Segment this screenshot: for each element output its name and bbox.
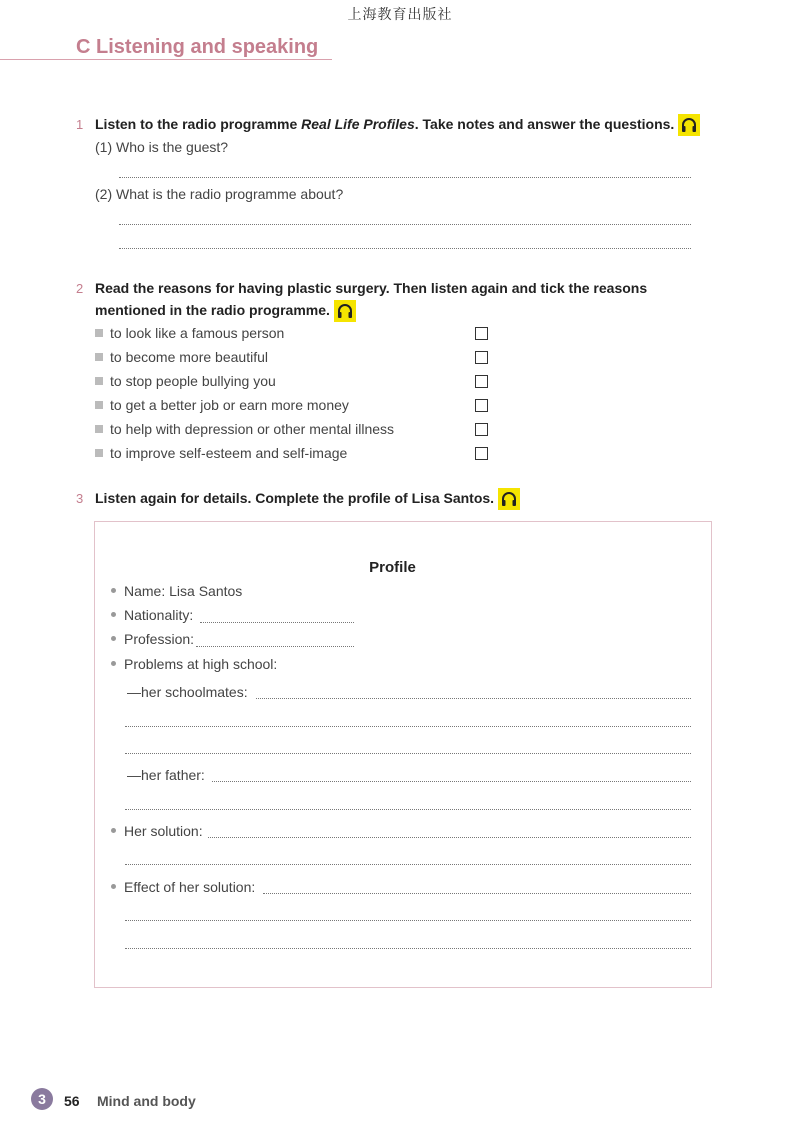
- square-bullet-icon: [95, 329, 103, 337]
- reason-text: to help with depression or other mental illness: [110, 421, 395, 437]
- tick-checkbox[interactable]: [475, 375, 488, 388]
- father-answer-line[interactable]: [212, 781, 691, 782]
- tick-checkbox[interactable]: [475, 351, 488, 364]
- profile-solution: [111, 821, 203, 841]
- bullet-icon: [111, 884, 116, 889]
- question-1-sub-1: (1) Who is the guest?: [95, 139, 229, 155]
- square-bullet-icon: [95, 401, 103, 409]
- bullet-icon: [111, 636, 116, 641]
- reason-text: to get a better job or earn more money: [110, 397, 349, 413]
- headphones-icon[interactable]: [678, 114, 700, 136]
- tick-checkbox[interactable]: [475, 399, 488, 412]
- tick-checkbox[interactable]: [475, 447, 488, 460]
- profile-profession: [111, 629, 194, 649]
- question-1-instruction: [95, 113, 700, 136]
- reason-item: [95, 371, 276, 391]
- q1-text-a: Listen to the radio programme: [95, 116, 302, 132]
- question-1-sub-2: (2) What is the radio programme about?: [95, 186, 344, 202]
- unit-number-badge: 3: [31, 1088, 53, 1110]
- profile-name-text: Name: Lisa Santos: [124, 583, 243, 599]
- profile-schoolmates-label: —her schoolmates:: [127, 684, 248, 700]
- schoolmates-answer-line[interactable]: [256, 698, 691, 699]
- section-letter: C: [76, 36, 91, 58]
- answer-line[interactable]: [125, 753, 691, 754]
- answer-line[interactable]: [125, 864, 691, 865]
- question-2-instruction-line-2: [95, 299, 356, 322]
- answer-line[interactable]: [119, 224, 691, 225]
- profile-father-label: —her father:: [127, 767, 205, 783]
- q3-text: Listen again for details. Complete the profile of Lisa Santos.: [95, 490, 495, 506]
- profile-effect: [111, 877, 255, 897]
- reason-item: [95, 347, 268, 367]
- bullet-icon: [111, 828, 116, 833]
- profile-problems-label: Problems at high school:: [124, 656, 278, 672]
- publisher-name: 上海教育出版社: [347, 7, 453, 23]
- answer-line[interactable]: [119, 248, 691, 249]
- profile-profession-label: Profession:: [124, 631, 195, 647]
- section-title-text: Listening and speaking: [96, 36, 319, 58]
- profile-nationality-label: Nationality:: [124, 607, 194, 623]
- profile-name: [111, 581, 242, 601]
- answer-line[interactable]: [125, 948, 691, 949]
- profile-nationality: [111, 605, 193, 625]
- reason-text: to become more beautiful: [110, 349, 268, 365]
- tick-checkbox[interactable]: [475, 327, 488, 340]
- headphones-icon[interactable]: [498, 488, 520, 510]
- reason-item: [95, 443, 347, 463]
- solution-answer-line[interactable]: [208, 837, 691, 838]
- profession-answer-line[interactable]: [196, 646, 354, 647]
- answer-line[interactable]: [119, 177, 691, 178]
- section-title: [76, 36, 318, 59]
- profile-problems: [111, 654, 277, 674]
- page-number: 56: [64, 1093, 80, 1109]
- profile-solution-label: Her solution:: [124, 823, 203, 839]
- unit-title: Mind and body: [97, 1093, 196, 1109]
- effect-answer-line[interactable]: [263, 893, 691, 894]
- reason-item: [95, 395, 349, 415]
- reason-text: to look like a famous person: [110, 325, 285, 341]
- answer-line[interactable]: [125, 809, 691, 810]
- profile-effect-label: Effect of her solution:: [124, 879, 256, 895]
- answer-line[interactable]: [125, 726, 691, 727]
- q1-text-b: . Take notes and answer the questions.: [414, 116, 675, 132]
- tick-checkbox[interactable]: [475, 423, 488, 436]
- q1-programme-title: Real Life Profiles: [301, 116, 415, 132]
- square-bullet-icon: [95, 353, 103, 361]
- section-underline: [0, 59, 332, 60]
- question-2-instruction-line-1: Read the reasons for having plastic surgery. Then listen again and tick the reasons: [95, 280, 648, 296]
- bullet-icon: [111, 661, 116, 666]
- question-2-number: 2: [76, 281, 84, 296]
- headphones-icon[interactable]: [334, 300, 356, 322]
- square-bullet-icon: [95, 449, 103, 457]
- answer-line[interactable]: [125, 920, 691, 921]
- square-bullet-icon: [95, 377, 103, 385]
- question-1-number: 1: [76, 117, 84, 132]
- bullet-icon: [111, 612, 116, 617]
- reason-item: [95, 419, 394, 439]
- bullet-icon: [111, 588, 116, 593]
- question-3-number: 3: [76, 491, 84, 506]
- q2-line-2-text: mentioned in the radio programme.: [95, 302, 330, 318]
- square-bullet-icon: [95, 425, 103, 433]
- reason-item: [95, 323, 284, 343]
- reason-text: to stop people bullying you: [110, 373, 276, 389]
- profile-title: Profile: [369, 559, 416, 576]
- reason-text: to improve self-esteem and self-image: [110, 445, 348, 461]
- nationality-answer-line[interactable]: [200, 622, 354, 623]
- question-3-instruction: [95, 487, 520, 510]
